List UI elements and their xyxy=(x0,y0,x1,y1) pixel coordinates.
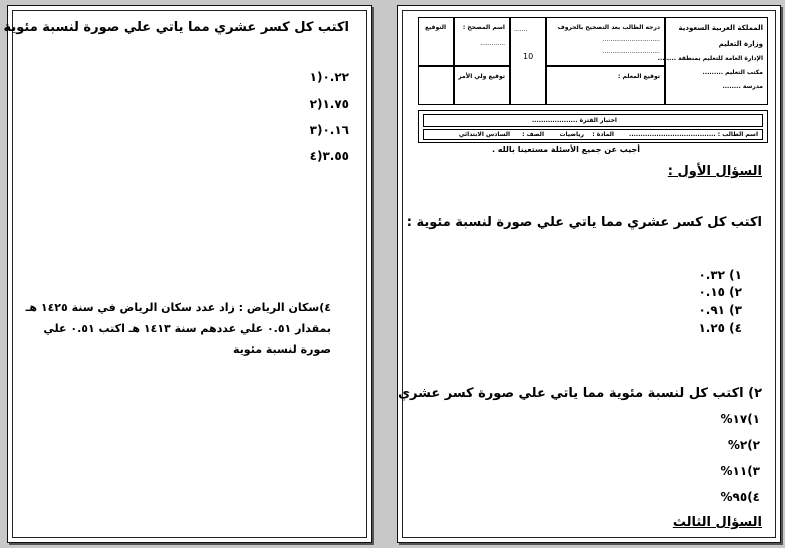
left-page-frame xyxy=(12,10,367,538)
q2-item-1: ١)١٧% xyxy=(720,412,760,426)
grade-words-cell xyxy=(546,17,665,66)
q1-prompt: اكتب كل كسر عشري مما ياتي علي صورة لنسبة مئوية : xyxy=(406,215,762,230)
section3-title: السؤال الثالث xyxy=(672,515,762,530)
q1-item-2: ٢) ٠.١٥ xyxy=(698,285,742,299)
teacher-signature-label: توقيع المعلم : xyxy=(618,73,660,80)
signature-cell xyxy=(418,17,454,66)
signature-empty-cell xyxy=(418,66,454,105)
left-q1-heading: اكتب كل كسر عشري مما ياتي علي صورة لنسبة مئوية xyxy=(3,20,349,35)
left-q4-line-1: ٤)سكان الرياض : زاد عدد سكان الرياض في سنة ١٤٢٥ هـ xyxy=(25,301,331,314)
grade-number: 10 xyxy=(523,52,534,61)
q2-item-4: ٤)٩٥% xyxy=(720,490,760,504)
grade-number-cell xyxy=(510,17,546,105)
left-q1-item-1: ٠.٢٢(١ xyxy=(309,70,349,84)
class-label: الصف : xyxy=(522,131,544,138)
grade-number-dots: ....... xyxy=(514,26,528,33)
section1-title: السؤال الأول : xyxy=(667,164,762,179)
class-value: السادس الابتدائي xyxy=(458,131,510,138)
q2-item-3: ٣)١١% xyxy=(720,464,760,478)
student-name: اسم الطالب : ...................................... xyxy=(629,131,758,138)
ministry-line-3: الإدارة العامة للتعليم بمنطقة ........ xyxy=(657,55,763,62)
ministry-line-4: مكتب التعليم ......... xyxy=(702,69,763,76)
subject-value: رياضيات xyxy=(559,131,584,138)
left-page xyxy=(3,5,372,543)
teacher-signature-cell xyxy=(546,66,665,105)
q2-item-2: ٢)٢% xyxy=(727,438,760,452)
exam-title: اختبار الفترة .................... xyxy=(531,117,617,124)
q1-item-3: ٣) ٠.٩١ xyxy=(698,303,742,317)
parent-signature-label: توقيع ولي الأمر xyxy=(458,73,505,80)
corrector-name-dots: ............. xyxy=(480,40,505,47)
ministry-line-5: مدرسة ........ xyxy=(722,83,763,90)
ministry-line-1: المملكة العربية السعودية xyxy=(678,24,763,32)
instruction: أجيب عن جميع الأسئلة مستعينا بالله . xyxy=(491,145,640,154)
grade-words-dots-2: .............................. xyxy=(602,48,660,55)
ministry-cell xyxy=(657,17,768,105)
q2-prompt: ٢) اكتب كل لنسبة مئوية مما ياتي علي صورة كسر عشري xyxy=(398,386,762,401)
exam-info-band xyxy=(418,110,768,143)
subject-label: المادة : xyxy=(592,131,614,138)
left-q4-line-2: بمقدار ٠.٥١ علي عددهم سنة ١٤١٣ هـ اكتب ٠.٥١ علي xyxy=(43,322,331,335)
student-info-row xyxy=(423,129,763,140)
left-q4-line-3: صورة لنسبة مئوية xyxy=(233,343,331,356)
left-q1-item-4: ٣.٥٥(٤ xyxy=(309,149,349,163)
right-page xyxy=(397,5,781,543)
left-q1-item-3: ٠.١٦(٣ xyxy=(309,123,349,137)
left-q1-item-2: ١.٧٥(٢ xyxy=(309,97,349,111)
parent-signature-cell xyxy=(454,66,510,105)
grade-words-label: درجه الطالب بعد التصحيح بالحروف xyxy=(557,24,660,31)
q1-item-1: ١) ٠.٣٢ xyxy=(698,268,742,282)
q1-item-4: ٤) ١.٢٥ xyxy=(698,321,742,335)
ministry-line-2: وزارة التعليم xyxy=(718,40,763,48)
signature-label: التوقيع xyxy=(425,24,446,31)
corrector-name-label: اسم المصحح : xyxy=(462,24,505,31)
exam-title-box xyxy=(423,114,763,127)
grade-words-dots-1: .............................. xyxy=(602,36,660,43)
corrector-name-cell xyxy=(454,17,510,66)
